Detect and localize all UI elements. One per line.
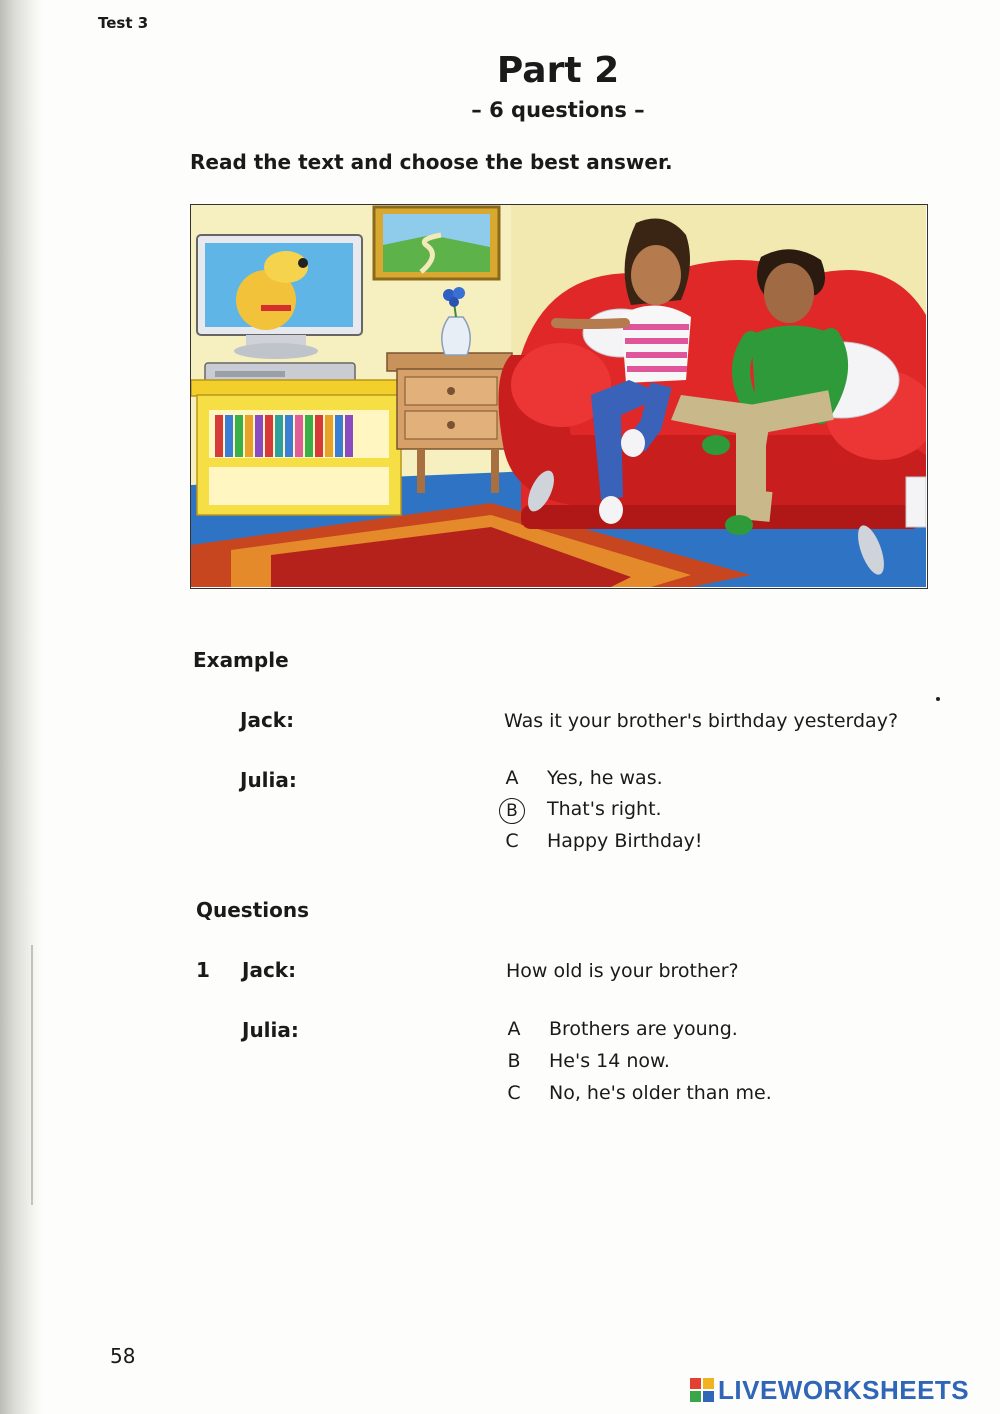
page-number: 58 bbox=[110, 1344, 136, 1368]
part-title: Part 2 bbox=[496, 50, 620, 91]
question-1-jack-line: How old is your brother? bbox=[506, 960, 739, 982]
question-1-option-b-text[interactable]: He's 14 now. bbox=[549, 1050, 670, 1072]
example-option-c-letter: C bbox=[505, 830, 519, 852]
example-option-b-text: That's right. bbox=[547, 798, 662, 820]
stray-mark bbox=[936, 697, 940, 701]
binding-mark bbox=[31, 945, 33, 1205]
example-option-b-letter-circled: B bbox=[499, 798, 525, 824]
example-speaker-julia: Julia: bbox=[240, 768, 297, 792]
questions-heading: Questions bbox=[196, 898, 310, 922]
question-1-option-a-letter[interactable]: A bbox=[507, 1018, 521, 1040]
example-option-c-text: Happy Birthday! bbox=[547, 830, 703, 852]
living-room-drawing bbox=[191, 205, 926, 587]
question-1-option-c-letter[interactable]: C bbox=[507, 1082, 521, 1104]
question-1-option-b-letter[interactable]: B bbox=[507, 1050, 521, 1072]
liveworksheets-grid-icon bbox=[690, 1378, 714, 1402]
question-1-option-c-text[interactable]: No, he's older than me. bbox=[549, 1082, 772, 1104]
example-heading: Example bbox=[193, 648, 289, 672]
example-jack-line: Was it your brother's birthday yesterday? bbox=[504, 710, 899, 732]
part-subtitle: – 6 questions – bbox=[471, 98, 645, 122]
book-spine-shadow bbox=[0, 0, 42, 1414]
question-1-speaker-jack: Jack: bbox=[242, 958, 297, 982]
question-1-speaker-julia: Julia: bbox=[242, 1018, 299, 1042]
liveworksheets-logo bbox=[690, 1374, 969, 1406]
test-label: Test 3 bbox=[98, 14, 149, 32]
example-speaker-jack: Jack: bbox=[240, 708, 295, 732]
example-option-a-text: Yes, he was. bbox=[547, 767, 663, 789]
instruction-text: Read the text and choose the best answer. bbox=[190, 150, 673, 174]
example-option-a-letter: A bbox=[505, 767, 519, 789]
question-1-number: 1 bbox=[196, 958, 210, 982]
brand-name: LIVEWORKSHEETS bbox=[718, 1374, 970, 1405]
question-1-option-a-text[interactable]: Brothers are young. bbox=[549, 1018, 738, 1040]
living-room-illustration bbox=[190, 204, 928, 589]
